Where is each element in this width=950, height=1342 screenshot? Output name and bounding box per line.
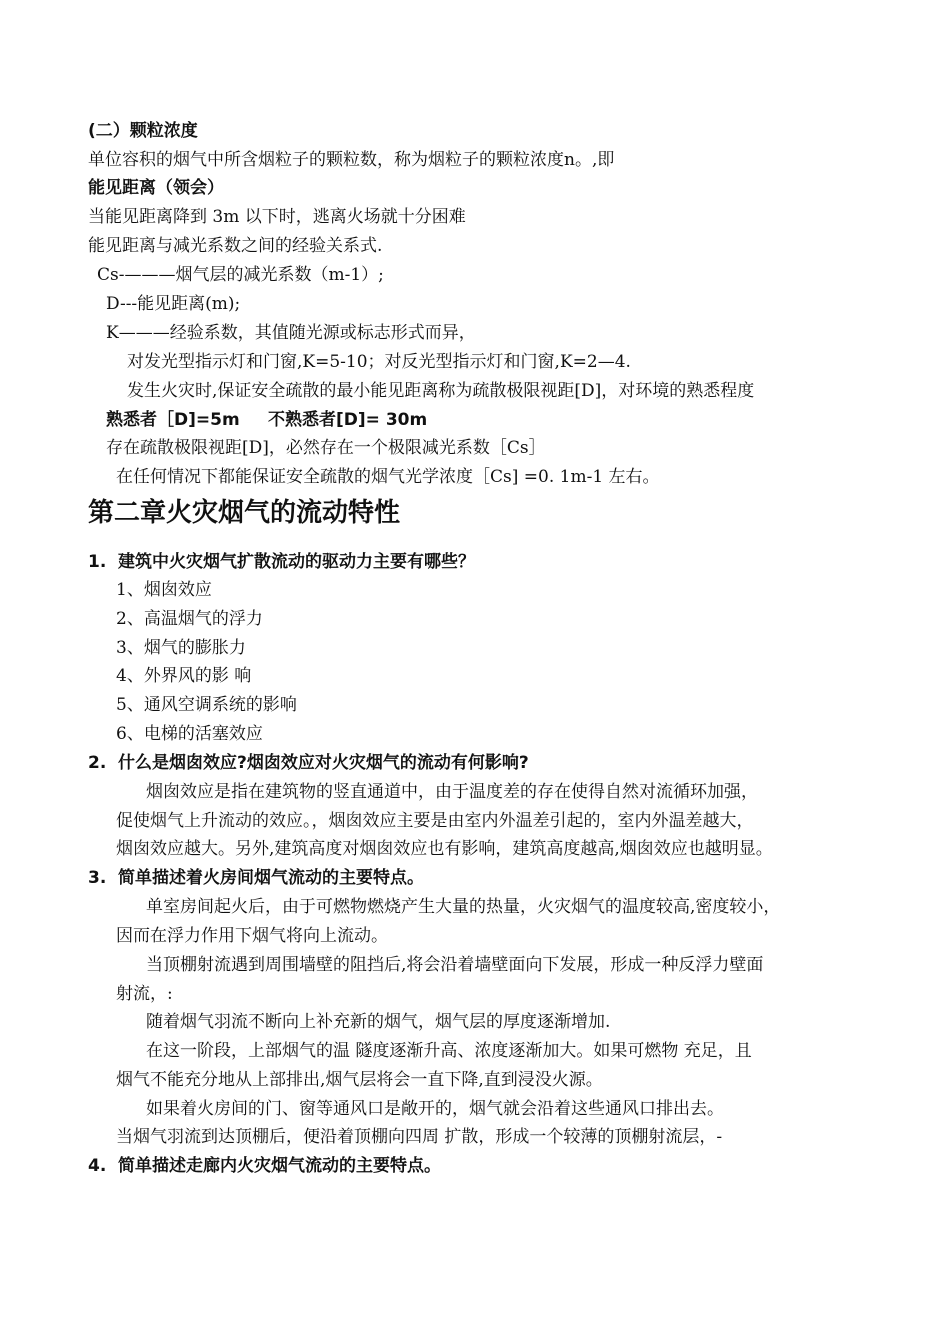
question-text: 什么是烟囱效应?烟囱效应对火灾烟气的流动有何影响? [118,753,529,773]
answer-line: 随着烟气羽流不断向上补充新的烟气，烟气层的厚度逐渐增加. [146,1012,611,1032]
answer-line: 单室房间起火后，由于可燃物燃烧产生大量的热量，火灾烟气的温度较高,密度较小， [146,897,781,917]
question-text: 简单描述着火房间烟气流动的主要特点。 [118,868,424,888]
familiar-label: 熟悉者［D]=5m [106,410,240,430]
unfamiliar-label: 不熟悉者[D]= 30m [268,410,428,430]
question-number: 2. [88,753,107,773]
list-item: 2、高温烟气的浮力 [116,609,263,629]
question-text: 简单描述走廊内火灾烟气流动的主要特点。 [118,1156,441,1176]
list-item: 1、烟囱效应 [116,580,212,600]
chapter-title: 第二章火灾烟气的流动特性 [88,498,401,528]
list-item: 5、通风空调系统的影响 [116,695,297,715]
answer-line: 因而在浮力作用下烟气将向上流动。 [116,926,388,946]
answer-line: 烟气不能充分地从上部排出,烟气层将会一直下降,直到浸没火源。 [116,1070,603,1090]
concentration-definition: 单位容积的烟气中所含烟粒子的颗粒数，称为烟粒子的颗粒浓度n。,即 [88,150,615,170]
question-number: 3. [88,868,107,888]
question-4 [88,1155,441,1177]
question-text: 建筑中火灾烟气扩散流动的驱动力主要有哪些？ [118,552,475,572]
list-item: 6、电梯的活塞效应 [116,724,263,744]
question-1 [88,551,475,573]
subheading-particle-concentration: (二）颗粒浓度 [88,121,198,141]
answer-line: 促使烟气上升流动的效应。，烟囱效应主要是由室内外温差引起的，室内外温差越大， [116,811,754,831]
question-number: 1. [88,552,107,572]
visibility-line-1: 当能见距离降到 3m 以下时，逃离火场就十分困难 [88,207,466,227]
answer-line: 如果着火房间的门、窗等通风口是敞开的，烟气就会沿着这些通风口排出去。 [146,1099,724,1119]
variable-cs: Cs-———烟气层的减光系数（m-1）; [97,265,384,285]
variable-d: D---能见距离(m); [106,294,241,314]
answer-line: 在这一阶段，上部烟气的温 隧度逐渐升高、浓度逐渐加大。如果可燃物 充足，且 [146,1041,752,1061]
answer-line: 烟囱效应是指在建筑物的竖直通道中，由于温度差的存在使得自然对流循环加强， [146,782,758,802]
question-number: 4. [88,1156,107,1176]
limit-cs-text: 存在疏散极限视距[D]，必然存在一个极限减光系数［Cs］ [106,438,546,458]
question-2 [88,752,529,774]
answer-line: 当烟气羽流到达顶棚后，便沿着顶棚向四周 扩散，形成一个较薄的顶棚射流层，- [116,1127,723,1147]
evacuation-limit-text: 发生火灾时,保证安全疏散的最小能见距离称为疏散极限视距[D]，对环境的熟悉程度 [127,381,755,401]
subheading-visibility: 能见距离（领会） [88,178,224,198]
visibility-line-2: 能见距离与减光系数之间的经验关系式. [88,236,383,256]
answer-line: 射流，: [116,984,173,1004]
safe-concentration-text: 在任何情况下都能保证安全疏散的烟气光学浓度［Cs] =0. 1m-1 左右。 [116,467,660,487]
answer-line: 当顶棚射流遇到周围墙壁的阻挡后,将会沿着墙壁面向下发展，形成一种反浮力壁面 [146,955,764,975]
k-values: 对发光型指示灯和门窗,K=5-10；对反光型指示灯和门窗,K=2—4. [127,352,631,372]
list-item: 3、烟气的膨胀力 [116,638,246,658]
answer-line: 烟囱效应越大。另外,建筑高度对烟囱效应也有影响，建筑高度越高,烟囱效应也越明显。 [116,839,773,859]
variable-k: K———经验系数，其值随光源或标志形式而异， [106,323,476,343]
question-3 [88,867,424,889]
list-item: 4、外界风的影 响 [116,666,252,686]
